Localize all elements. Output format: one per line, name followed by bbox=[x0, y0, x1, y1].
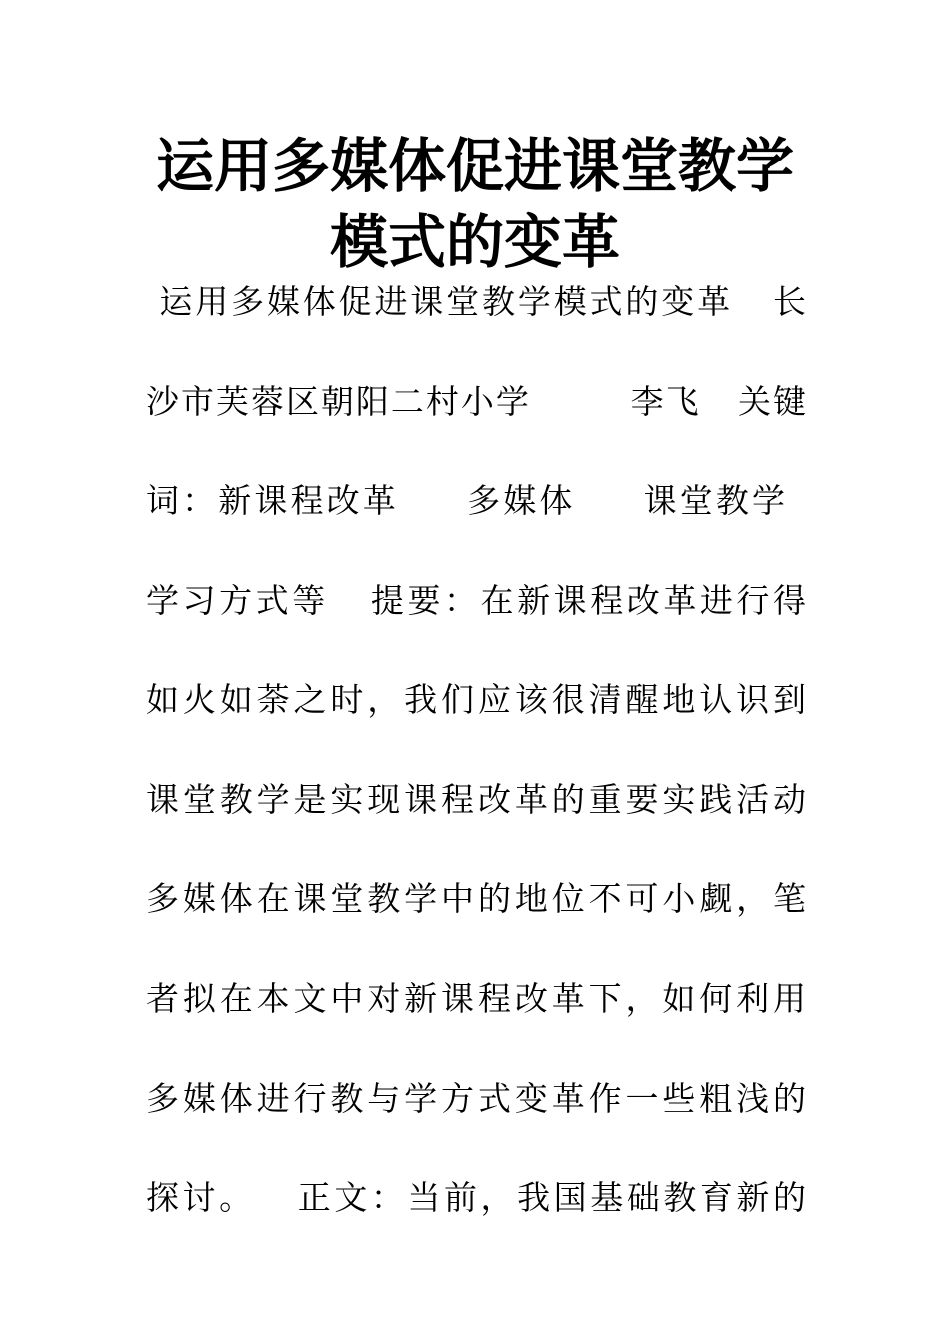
body-text-line: 词：新课程改革 多媒体 课堂教学 bbox=[146, 481, 806, 520]
body-text-line: 者拟在本文中对新课程改革下，如何利用 bbox=[146, 979, 806, 1018]
document-title-line-1: 运用多媒体促进课堂教学 bbox=[155, 132, 794, 200]
body-text-line: 多媒体进行教与学方式变革作一些粗浅的 bbox=[146, 1079, 806, 1118]
body-text-line: 运用多媒体促进课堂教学模式的变革 长 bbox=[146, 282, 806, 321]
body-text-line: 多媒体在课堂教学中的地位不可小觑，笔 bbox=[146, 879, 806, 918]
body-text-line: 沙市芙蓉区朝阳二村小学 李飞 关键 bbox=[146, 382, 806, 421]
body-text-line: 课堂教学是实现课程改革的重要实践活动 bbox=[146, 780, 806, 819]
body-text-line: 探讨。 正文：当前，我国基础教育新的 bbox=[146, 1178, 806, 1217]
body-text-line: 如火如荼之时，我们应该很清醒地认识到 bbox=[146, 680, 806, 719]
document-title-line-2: 模式的变革 bbox=[329, 208, 620, 276]
body-text-line: 学习方式等 提要：在新课程改革进行得 bbox=[146, 581, 806, 620]
